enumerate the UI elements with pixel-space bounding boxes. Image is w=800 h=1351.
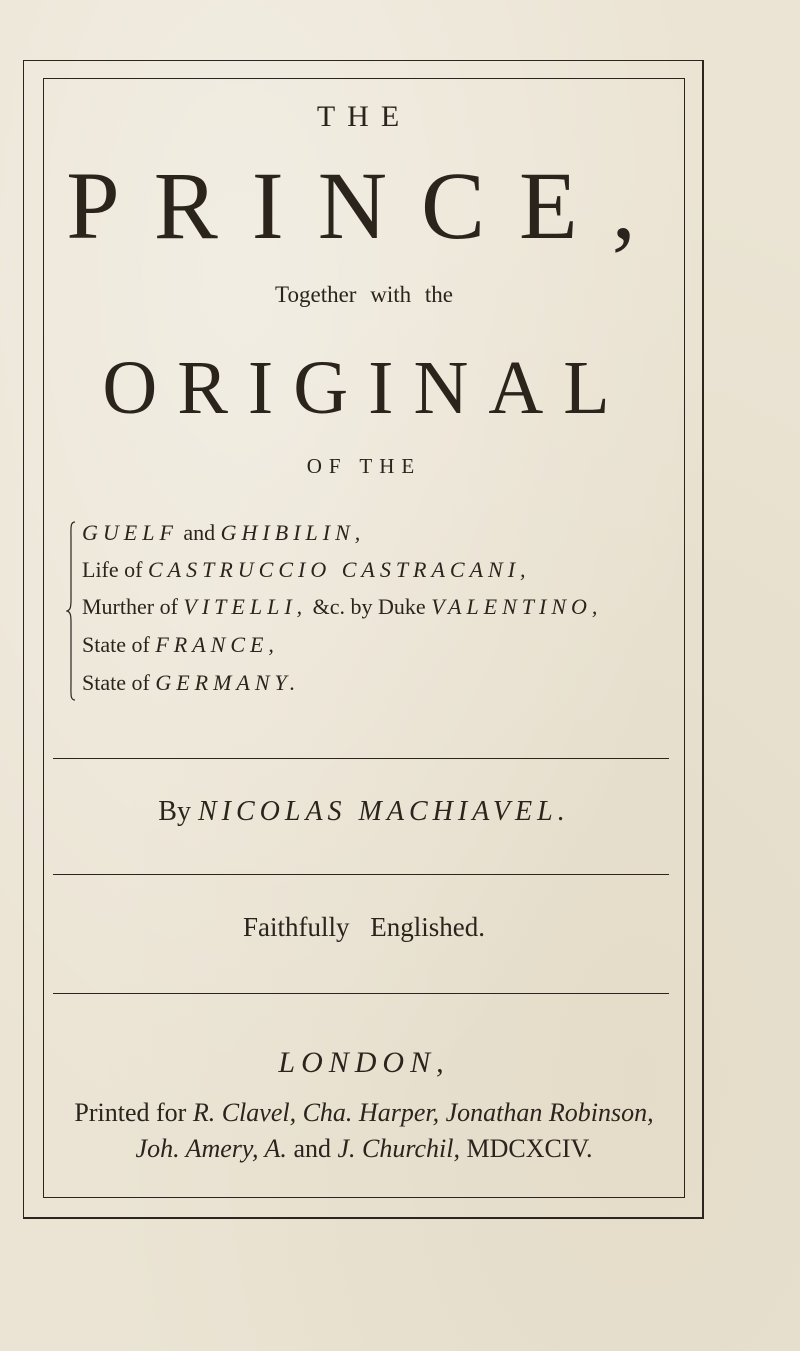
imprint-and: and [286,1134,338,1163]
imprint-printers-1: R. Clavel, Cha. Harper, Jonathan Robinson, [192,1098,654,1127]
subtitle-together: Together with the [275,282,453,307]
subject-4-prefix: State of [82,632,156,657]
divider-rule-3 [53,993,669,994]
imprint-line-1 [43,1098,685,1128]
subject-3-middle: &c. by Duke [307,594,432,619]
subject-2-italic: CASTRUCCIO CASTRACANI, [147,557,531,582]
subject-line-2 [82,557,531,583]
subject-3-italic2: VALENTINO, [431,594,603,619]
subject-line-5 [82,670,300,696]
curly-brace-icon [66,520,76,702]
imprint-year: MDCXCIV. [460,1134,593,1163]
subject-line-1 [82,520,365,546]
subject-3-prefix: Murther of [82,594,184,619]
subject-1-middle: and [177,520,221,545]
subject-5-prefix: State of [82,670,156,695]
subject-4-italic: FRANCE, [155,632,279,657]
subject-1-italic2: GHIBILIN, [220,520,366,545]
subject-2-prefix: Life of [82,557,148,582]
divider-rule-2 [53,874,669,875]
subject-5-italic: GERMANY. [155,670,301,695]
title-original: ORIGINAL [102,346,630,430]
subtitle-of-the: OF THE [306,454,422,478]
imprint-city: LONDON, [278,1046,450,1079]
imprint-line-2 [43,1134,685,1164]
subject-line-3 [82,594,602,620]
imprint-prefix: Printed for [74,1098,193,1127]
imprint-printers-2: Joh. Amery, A. [135,1134,287,1163]
divider-rule-1 [53,758,669,759]
subject-1-italic: GUELF [82,520,178,545]
imprint-printers-3: J. Churchil, [337,1134,461,1163]
title-prince: PRINCE, [66,152,670,259]
by-label: By [158,796,191,827]
subject-3-italic: VITELLI, [183,594,308,619]
translation-note: Faithfully Englished. [243,912,485,942]
subject-line-4 [82,632,279,658]
author-line [43,796,685,828]
author-name: NICOLAS MACHIAVEL. [197,796,570,827]
title-the: THE [316,100,412,133]
